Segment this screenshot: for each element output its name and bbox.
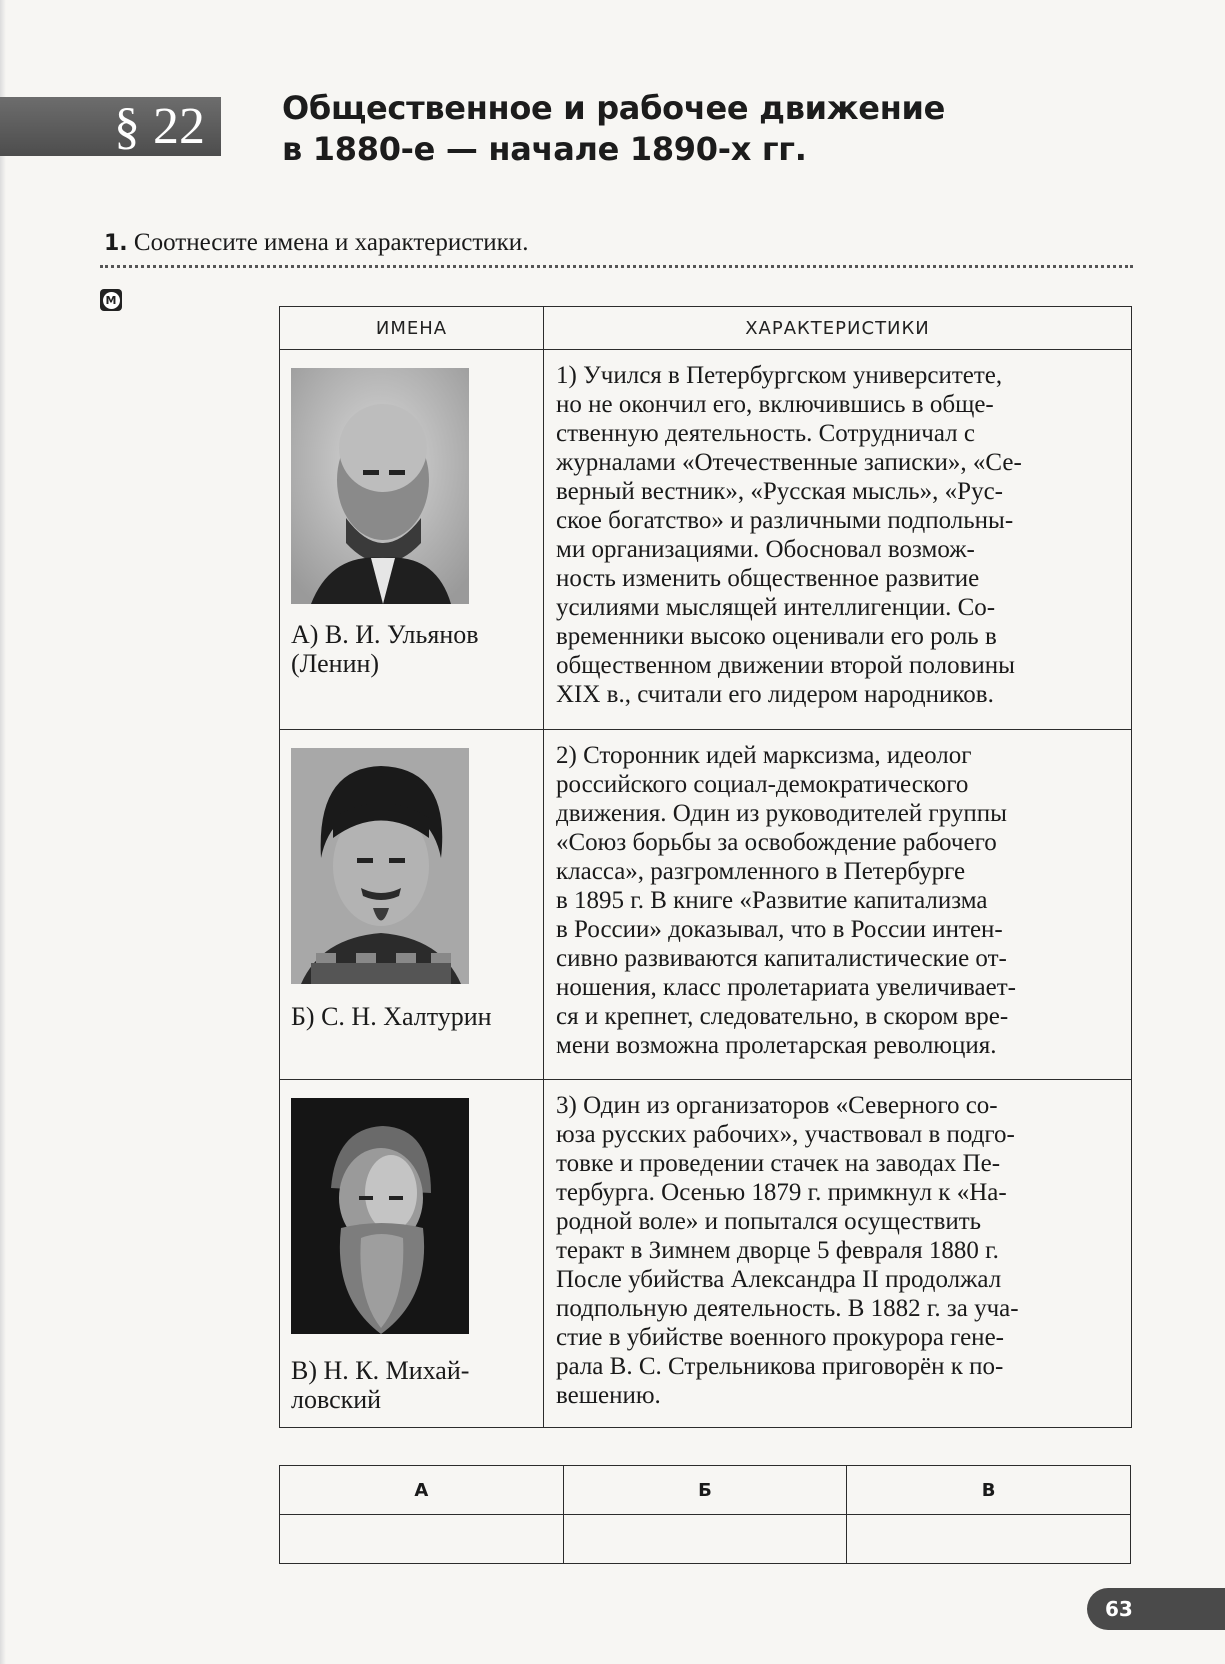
desc-line: сивно развиваются капиталистические от- (556, 945, 1007, 972)
header-names: ИМЕНА (280, 307, 544, 350)
table-row (280, 1080, 1132, 1428)
desc-line: теракт в Зимнем дворце 5 февраля 1880 г. (556, 1237, 999, 1264)
desc-line: журналами «Отечественные записки», «Се- (556, 449, 1022, 476)
desc-line: ность изменить общественное развитие (556, 565, 980, 592)
desc-line: верный вестник», «Русская мысль», «Рус- (556, 478, 1003, 505)
dotted-divider (100, 265, 1133, 268)
icon-letter: М (103, 292, 120, 309)
answer-header-b: Б (563, 1466, 847, 1515)
desc-line: движения. Один из руководителей группы (556, 800, 1007, 827)
desc-line: XIX в., считали его лидером народников. (556, 681, 994, 708)
desc-line: родной воле» и попытался осуществить (556, 1208, 982, 1235)
desc-line: юза русских рабочих», участвовал в подго- (556, 1121, 1015, 1148)
task-text: Соотнесите имена и характеристики. (133, 229, 529, 256)
desc-line: 2) Сторонник идей марксизма, идеолог (556, 742, 972, 769)
paragraph-title (282, 88, 1082, 170)
title-line: в 1880-е — начале 1890-х гг. (282, 130, 807, 168)
desc-line: тербурга. Осенью 1879 г. примкнул к «На- (556, 1179, 1007, 1206)
answer-header-v: В (847, 1466, 1131, 1515)
name-line: А) В. И. Ульянов (291, 620, 479, 649)
title-line: Общественное и рабочее движение (282, 89, 946, 127)
answer-table (279, 1465, 1131, 1564)
name-cell (280, 350, 544, 730)
name-label (291, 620, 533, 678)
task-heading (104, 229, 528, 257)
multimedia-icon (100, 289, 122, 311)
desc-line: усилиями мыслящей интеллигенции. Со- (556, 594, 996, 621)
portrait-khalturin-image (291, 748, 469, 984)
desc-line: российского социал-демократического (556, 771, 969, 798)
desc-line: 3) Один из организаторов «Северного со- (556, 1092, 998, 1119)
name-line: (Ленин) (291, 649, 380, 678)
desc-line: но не окончил его, включившись в обще- (556, 391, 994, 418)
desc-line: ся и крепнет, следовательно, в скором вре- (556, 1003, 1009, 1030)
desc-line: «Союз борьбы за освобождение рабочего (556, 829, 997, 856)
answer-cell-v[interactable] (847, 1515, 1131, 1564)
answer-header-row (280, 1466, 1131, 1515)
desc-line: подпольную деятельность. В 1882 г. за уча- (556, 1295, 1019, 1322)
name-cell (280, 1080, 544, 1428)
portrait-mikhailovsky-image (291, 1098, 469, 1334)
answer-cell-b[interactable] (563, 1515, 847, 1564)
answer-header-a: А (280, 1466, 564, 1515)
desc-line: в 1895 г. В книге «Развитие капитализма (556, 887, 988, 914)
desc-line: товке и проведении стачек на заводах Пе- (556, 1150, 1001, 1177)
desc-line: в России» доказывал, что в России интен- (556, 916, 1003, 943)
desc-line: ское богатство» и различными подпольны- (556, 507, 1014, 534)
desc-line: ношения, класс пролетариата увеличивает- (556, 974, 1016, 1001)
desc-line: класса», разгромленного в Петербурге (556, 858, 966, 885)
answer-input-row (280, 1515, 1131, 1564)
table-row (280, 350, 1132, 730)
task-number: 1. (104, 231, 128, 256)
answer-cell-a[interactable] (280, 1515, 564, 1564)
table-row (280, 730, 1132, 1080)
desc-line: общественном движении второй половины (556, 652, 1015, 679)
desc-line: После убийства Александра II продолжал (556, 1266, 1002, 1293)
description-cell (544, 350, 1132, 730)
desc-line: ми организациями. Обосновал возмож- (556, 536, 975, 563)
matching-table (279, 306, 1132, 1428)
description-cell (544, 730, 1132, 1080)
portrait-ulyanov-image (291, 368, 469, 604)
desc-line: мени возможна пролетарская революция. (556, 1032, 997, 1059)
page-number: 63 (1087, 1588, 1225, 1630)
desc-line: вешению. (556, 1382, 661, 1409)
name-line: Б) С. Н. Халтурин (291, 1002, 492, 1031)
description-cell (544, 1080, 1132, 1428)
name-cell (280, 730, 544, 1080)
desc-line: стие в убийстве военного прокурора гене- (556, 1324, 1004, 1351)
name-label (291, 1356, 533, 1414)
name-line: ловский (291, 1385, 382, 1414)
desc-line: рала В. С. Стрельникова приговорён к по- (556, 1353, 1004, 1380)
header-characteristics: ХАРАКТЕРИСТИКИ (544, 307, 1132, 350)
desc-line: 1) Учился в Петербургском университете, (556, 362, 1003, 389)
name-line: В) Н. К. Михай- (291, 1356, 470, 1385)
desc-line: ственную деятельность. Сотрудничал с (556, 420, 975, 447)
paragraph-number-badge: § 22 (0, 97, 221, 156)
desc-line: временники высоко оценивали его роль в (556, 623, 997, 650)
name-label (291, 1002, 533, 1031)
page-edge-shadow (0, 0, 6, 1664)
